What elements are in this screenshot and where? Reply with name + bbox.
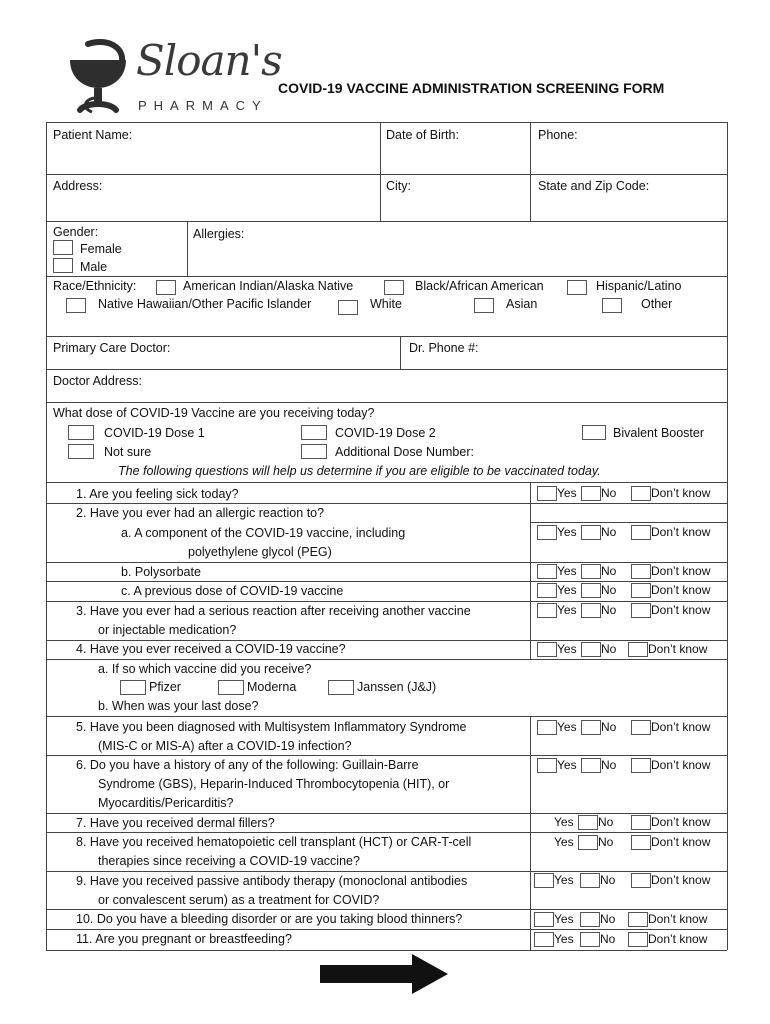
patient-name-label: Patient Name: [53,128,133,142]
pharmacy-logo [66,36,282,118]
yes-label: Yes [557,525,577,539]
no-label: No [601,564,617,578]
answer-group-q2a [535,525,725,541]
answer-group-q3 [535,603,725,619]
vaccine-moderna-checkbox[interactable] [218,680,244,695]
dont-know-checkbox[interactable] [631,564,651,579]
vaccine-pfizer-checkbox[interactable] [120,680,146,695]
form-title: COVID-19 VACCINE ADMINISTRATION SCREENING FORM [278,80,665,96]
rule [46,221,727,222]
no-label: No [601,583,617,597]
logo-script-text: Sloan's [136,36,282,85]
race-black-checkbox[interactable] [384,280,404,295]
rule [530,716,531,950]
rule [380,122,381,221]
dont-know-checkbox[interactable] [631,525,651,540]
race-black-label: Black/African American [415,279,544,293]
answer-group-q7 [532,815,725,831]
question-2: 2. Have you ever had an allergic reaction to? [76,506,325,520]
race-hispanic-label: Hispanic/Latino [596,279,682,293]
yes-label: Yes [557,720,577,734]
rule [46,950,727,951]
rule [46,369,727,370]
address-label: Address: [53,179,103,193]
rule [46,122,727,123]
race-asian-checkbox[interactable] [474,298,494,313]
dose1-checkbox[interactable] [68,425,94,440]
gender-male-label: Male [80,260,108,274]
yes-checkbox[interactable] [537,720,557,735]
state-zip-field[interactable] [532,196,725,219]
not-sure-label: Not sure [104,445,152,459]
city-label: City: [386,179,411,193]
no-checkbox[interactable] [581,583,601,598]
phone-field[interactable] [532,145,725,172]
dont-know-checkbox[interactable] [631,583,651,598]
dont-know-checkbox[interactable] [631,758,651,773]
yes-label: Yes [554,873,574,887]
yes-label: Yes [554,835,574,849]
no-label: No [601,486,617,500]
yes-label: Yes [557,642,577,656]
yes-checkbox[interactable] [534,932,554,947]
gender-male-checkbox[interactable] [53,258,73,273]
vaccine-janssen-label: Janssen (J&J) [357,680,437,694]
patient-name-field[interactable] [48,145,378,172]
no-label: No [600,932,616,946]
yes-checkbox[interactable] [537,525,557,540]
race-other-label: Other [641,297,673,311]
no-label: No [600,912,616,926]
dr-phone-label: Dr. Phone #: [409,341,479,355]
race-white-checkbox[interactable] [338,300,358,315]
race-american-indian-label: American Indian/Alaska Native [183,279,354,293]
question-2b: b. Polysorbate [121,565,201,579]
answer-group-q8 [532,835,725,851]
yes-checkbox[interactable] [534,873,554,888]
question-1: 1. Are you feeling sick today? [76,487,239,501]
answer-group-q6 [535,758,725,774]
question-2a: a. A component of the COVID-19 vaccine, including [121,526,406,540]
vaccine-janssen-checkbox[interactable] [328,680,354,695]
dont-know-checkbox[interactable] [631,835,651,850]
dont-know-label: Don’t know [648,912,708,926]
answer-group-q10 [532,912,725,928]
race-label: Race/Ethnicity: [53,279,137,293]
no-label: No [601,720,617,734]
vaccine-pfizer-label: Pfizer [149,680,181,694]
no-checkbox[interactable] [581,720,601,735]
dob-field[interactable] [382,145,528,172]
question-6-cont2: Myocarditis/Pericarditis? [98,796,234,810]
no-label: No [601,642,617,656]
yes-label: Yes [557,758,577,772]
race-other-checkbox[interactable] [602,298,622,313]
question-4b: b. When was your last dose? [98,699,259,713]
question-2a-cont: polyethylene glycol (PEG) [188,545,332,559]
answer-group-q9 [532,873,725,889]
dont-know-label: Don’t know [651,564,711,578]
city-field[interactable] [382,196,528,219]
rule [530,522,727,523]
yes-label: Yes [557,603,577,617]
bivalent-checkbox[interactable] [582,425,606,440]
gender-label: Gender: [53,225,99,239]
no-label: No [598,835,614,849]
gender-female-label: Female [80,242,122,256]
dont-know-checkbox[interactable] [631,815,651,830]
no-checkbox[interactable] [580,932,600,947]
bivalent-label: Bivalent Booster [613,426,705,440]
dose1-label: COVID-19 Dose 1 [104,426,205,440]
no-label: No [598,815,614,829]
vaccine-moderna-label: Moderna [247,680,297,694]
yes-checkbox[interactable] [537,603,557,618]
question-4: 4. Have you ever received a COVID-19 vaccine? [76,642,346,656]
dont-know-label: Don’t know [648,642,708,656]
gender-female-checkbox[interactable] [53,240,73,255]
question-9: 9. Have you received passive antibody therapy (monoclonal antibodies [76,874,468,888]
allergies-label: Allergies: [193,227,245,241]
state-zip-label: State and Zip Code: [538,179,650,193]
yes-label: Yes [554,932,574,946]
question-9-cont: or convalescent serum) as a treatment for COVID? [98,893,380,907]
dont-know-label: Don’t know [651,758,711,772]
question-3-cont: or injectable medication? [98,623,237,637]
dose2-label: COVID-19 Dose 2 [335,426,436,440]
yes-checkbox[interactable] [537,758,557,773]
question-10: 10. Do you have a bleeding disorder or are you taking blood thinners? [76,912,463,926]
answer-group-q5 [535,720,725,736]
question-5: 5. Have you been diagnosed with Multisystem Inflammatory Syndrome [76,720,467,734]
rule [46,122,47,950]
dont-know-checkbox[interactable] [631,720,651,735]
doctor-address-label: Doctor Address: [53,374,142,388]
rule [530,122,531,221]
yes-checkbox[interactable] [537,486,557,501]
rule [46,276,727,277]
no-checkbox[interactable] [581,525,601,540]
dont-know-label: Don’t know [651,873,711,887]
pcp-label: Primary Care Doctor: [53,341,171,355]
dont-know-label: Don’t know [651,835,711,849]
phone-label: Phone: [538,128,578,142]
no-checkbox[interactable] [581,758,601,773]
no-label: No [600,873,616,887]
eligibility-intro: The following questions will help us determine if you are eligible to be vaccinated today. [118,464,601,478]
question-5-cont: (MIS-C or MIS-A) after a COVID-19 infection? [98,739,352,753]
no-checkbox[interactable] [578,835,598,850]
bowl-of-hygieia-icon [66,38,132,118]
yes-label: Yes [557,486,577,500]
no-checkbox[interactable] [581,603,601,618]
yes-label: Yes [554,912,574,926]
answer-group-q11 [532,932,725,948]
dont-know-label: Don’t know [651,720,711,734]
rule [46,402,727,403]
question-6: 6. Do you have a history of any of the following: Guillain-Barre [76,758,419,772]
yes-checkbox[interactable] [534,912,554,927]
race-hispanic-checkbox[interactable] [567,280,587,295]
dont-know-label: Don’t know [648,932,708,946]
rule [727,122,728,950]
question-11: 11. Are you pregnant or breastfeeding? [76,932,292,946]
dont-know-checkbox[interactable] [628,642,648,657]
answer-group-q4 [535,642,725,658]
race-hawaiian-checkbox[interactable] [66,298,86,313]
dont-know-label: Don’t know [651,525,711,539]
yes-checkbox[interactable] [537,583,557,598]
answer-group-q2b [535,564,725,580]
dont-know-label: Don’t know [651,583,711,597]
race-asian-label: Asian [506,297,538,311]
no-checkbox[interactable] [580,912,600,927]
question-7: 7. Have you received dermal fillers? [76,816,275,830]
no-checkbox[interactable] [581,642,601,657]
logo-sub-text: PHARMACY [138,98,268,113]
question-8: 8. Have you received hematopoietic cell transplant (HCT) or CAR-T-cell [76,835,472,849]
address-field[interactable] [48,196,378,219]
additional-dose-checkbox[interactable] [301,444,327,459]
yes-label: Yes [557,583,577,597]
dont-know-label: Don’t know [651,486,711,500]
no-checkbox[interactable] [581,564,601,579]
dont-know-checkbox[interactable] [631,486,651,501]
allergies-field[interactable] [189,244,725,274]
rule [187,221,188,276]
no-label: No [601,758,617,772]
rule [46,716,727,717]
no-label: No [601,525,617,539]
dont-know-label: Don’t know [651,603,711,617]
dont-know-checkbox[interactable] [631,873,651,888]
answer-group-q1 [535,486,725,502]
dose2-checkbox[interactable] [301,425,327,440]
race-white-label: White [370,297,402,311]
race-hawaiian-label: Native Hawaiian/Other Pacific Islander [98,297,312,311]
additional-dose-label: Additional Dose Number: [335,445,474,459]
question-6-cont: Syndrome (GBS), Heparin-Induced Thrombocytopenia (HIT), or [98,777,450,791]
question-4a: a. If so which vaccine did you receive? [98,662,312,676]
rule [46,336,727,337]
rule [46,174,727,175]
rule [530,482,531,660]
next-page-arrow-icon[interactable] [318,952,450,996]
race-american-indian-checkbox[interactable] [156,280,176,295]
no-checkbox[interactable] [581,486,601,501]
yes-checkbox[interactable] [537,642,557,657]
dob-label: Date of Birth: [386,128,459,142]
no-label: No [601,603,617,617]
yes-label: Yes [554,815,574,829]
rule [46,482,727,483]
no-checkbox[interactable] [578,815,598,830]
dont-know-label: Don’t know [651,815,711,829]
rule [400,336,401,369]
dont-know-checkbox[interactable] [628,932,648,947]
yes-label: Yes [557,564,577,578]
yes-checkbox[interactable] [537,564,557,579]
answer-group-q2c [535,583,725,599]
not-sure-checkbox[interactable] [68,444,94,459]
dont-know-checkbox[interactable] [631,603,651,618]
no-checkbox[interactable] [580,873,600,888]
dont-know-checkbox[interactable] [628,912,648,927]
question-8-cont: therapies since receiving a COVID-19 vaccine? [98,854,360,868]
question-2c: c. A previous dose of COVID-19 vaccine [121,584,344,598]
question-3: 3. Have you ever had a serious reaction after receiving another vaccine [76,604,471,618]
dose-question: What dose of COVID-19 Vaccine are you receiving today? [53,406,375,420]
